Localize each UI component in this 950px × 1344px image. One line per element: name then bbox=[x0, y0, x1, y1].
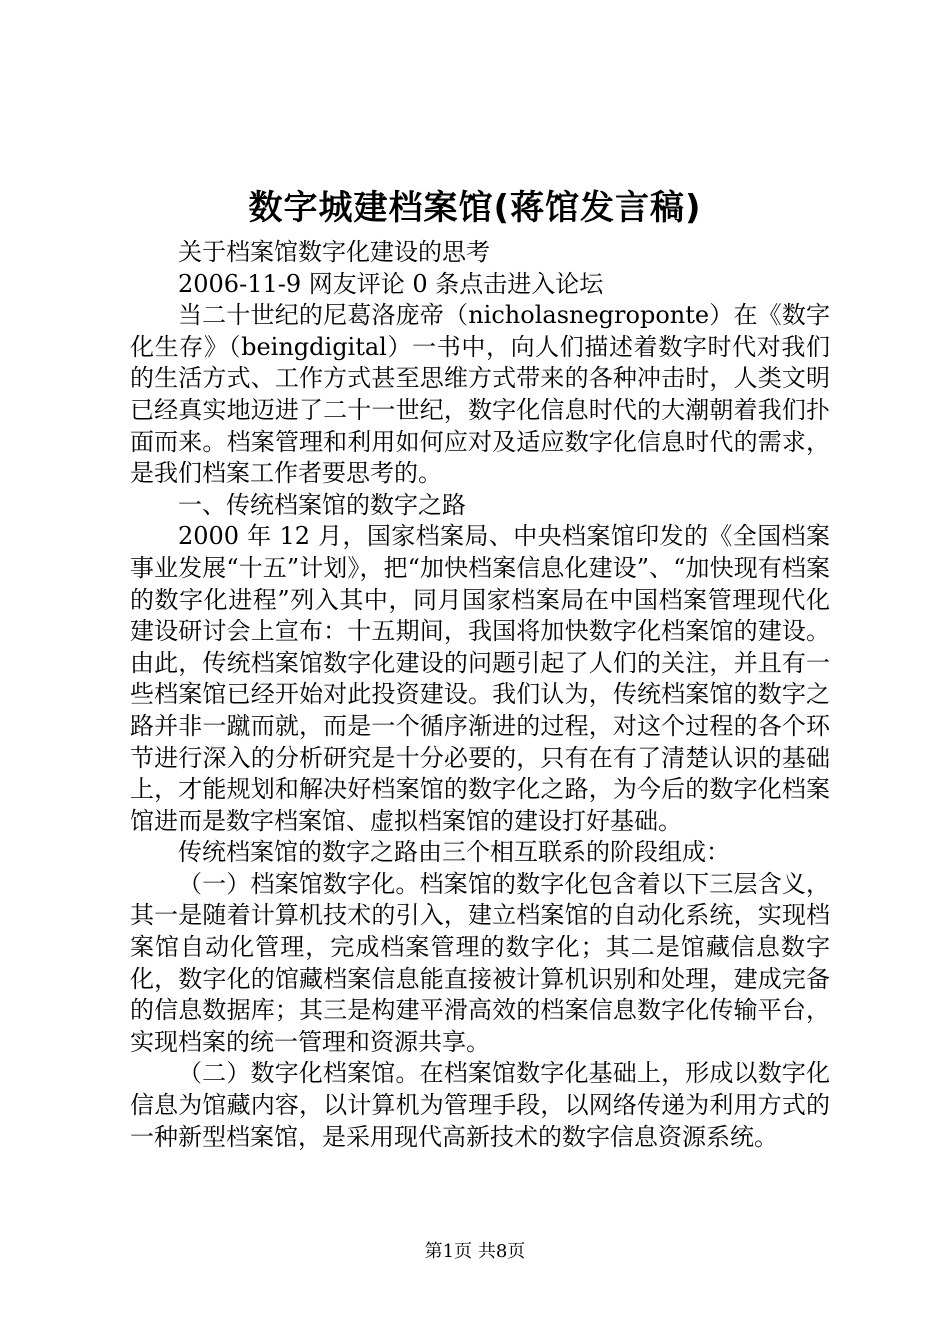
section-heading-1: 一、传统档案馆的数字之路 bbox=[178, 490, 466, 519]
paragraph-three-stages: 传统档案馆的数字之路由三个相互联系的阶段组成： bbox=[178, 838, 730, 867]
paragraph-2000-plan: 2000 年 12 月，国家档案局、中央档案馆印发的《全国档案事业发展“十五”计划》，把“加快档案信息化建设”、“加快现有档案的数字化进程”列入其中，同月国家档案局在中国档案管理现代化建设研讨会上宣布：十五期间，我国将加快数字化档案馆的建设。由此，传统档案馆数字化建设的问题引起了人们的关注，并且有一些档案馆已经开始对此投资建设。我们认为，传统档案馆的数字之路并非一蹴而就，而是一个循序渐进的过程，对这个过程的各个环节进行深入的分析研究是十分必要的，只有在有了清楚认识的基础上，才能规划和解决好档案馆的数字化之路，为今后的数字化档案馆进而是数字档案馆、虚拟档案馆的建设打好基础。 bbox=[130, 522, 830, 835]
paragraph-subtitle: 关于档案馆数字化建设的思考 bbox=[178, 238, 490, 266]
paragraph-stage-1: （一）档案馆数字化。档案馆的数字化包含着以下三层含义，其一是随着计算机技术的引入，建立档案馆的自动化系统，实现档案馆自动化管理，完成档案管理的数字化；其二是馆藏信息数字化，数字化的馆藏档案信息能直接被计算机识别和处理，建成完备的信息数据库；其三是构建平滑高效的档案信息数字化传输平台，实现档案的统一管理和资源共享。 bbox=[130, 869, 830, 1056]
paragraph-stage-2: （二）数字化档案馆。在档案馆数字化基础上，形成以数字化信息为馆藏内容，以计算机为管理手段，以网络传递为利用方式的一种新型档案馆，是采用现代高新技术的数字信息资源系统。 bbox=[130, 1059, 830, 1151]
paragraph-meta: 2006-11-9 网友评论 0 条点击进入论坛 bbox=[178, 269, 604, 298]
document-title: 数字城建档案馆(蒋馆发言稿) bbox=[248, 188, 702, 228]
page-footer: 第1页 共8页 bbox=[424, 1241, 526, 1262]
paragraph-intro: 当二十世纪的尼葛洛庞帝（nicholasnegroponte）在《数字化生存》（beingdigital）一书中，向人们描述着数字时代对我们的生活方式、工作方式甚至思维方式带来的各种冲击时，人类文明已经真实地迈进了二十一世纪，数字化信息时代的大潮朝着我们扑面而来。档案管理和利用如何应对及适应数字化信息时代的需求，是我们档案工作者要思考的。 bbox=[130, 301, 830, 488]
document-body bbox=[130, 237, 830, 1153]
